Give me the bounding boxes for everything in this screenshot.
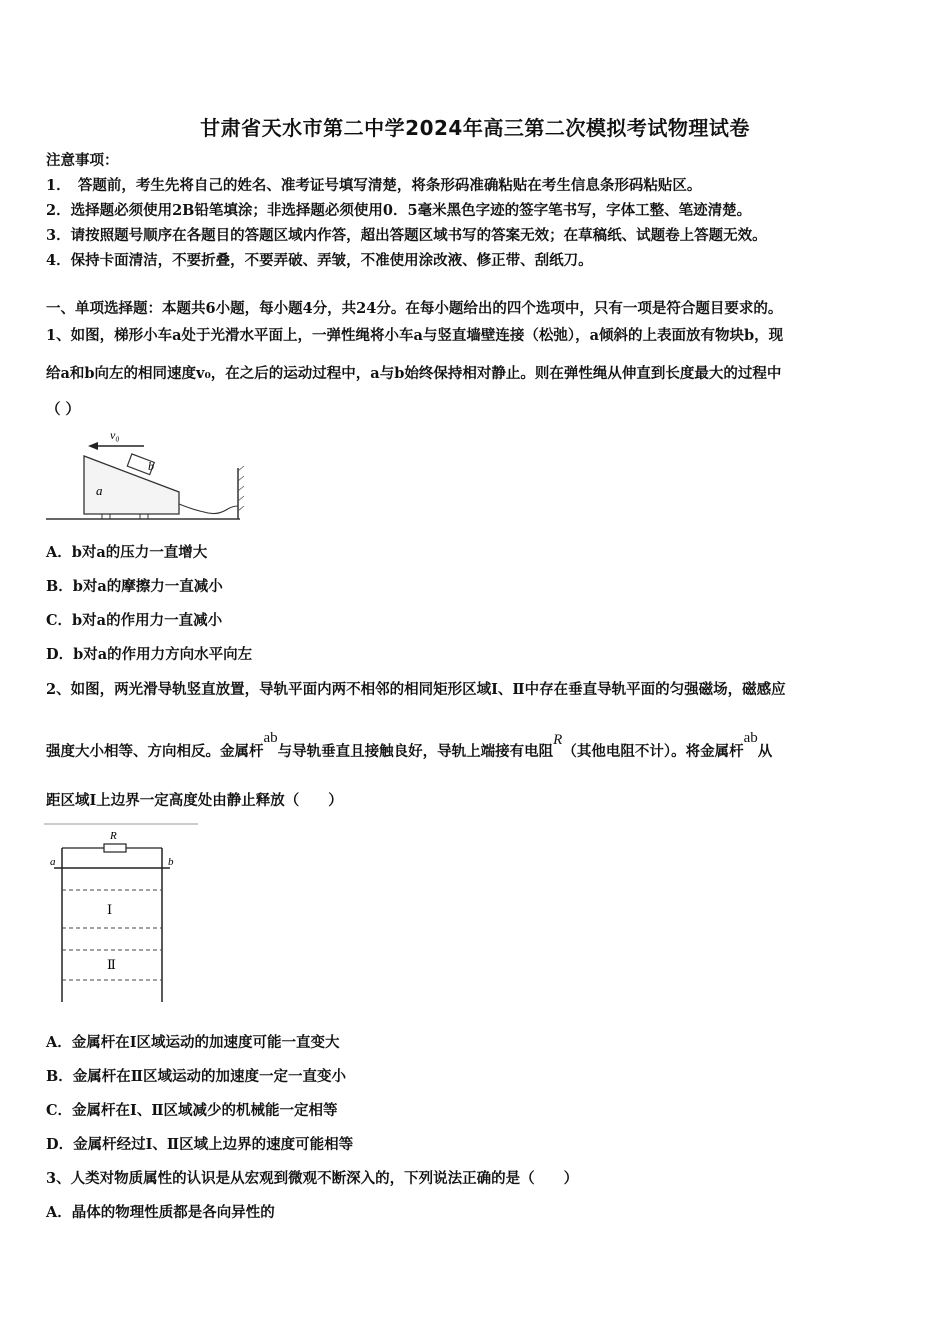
region-1-label: Ⅰ [107,902,113,917]
q1-stem-line2: 给a和b向左的相同速度v₀，在之后的运动过程中，a与b始终保持相对静止。则在弹性绳从伸直到长度最大的过程中 [46,365,782,382]
q2-option-a: A．金属杆在Ⅰ区域运动的加速度可能一直变大 [46,1034,340,1051]
wall-hatching [238,466,244,511]
q2-figure [44,820,204,1006]
q2-symbol-ab: ab [743,730,758,746]
elastic-rope [179,504,238,514]
notice-item-3: 3．请按照题号顺序在各题目的答题区域内作答，超出答题区域书写的答案无效；在草稿纸、试题卷上答题无效。 [46,227,767,244]
q1-option-b: B．b对a的摩擦力一直减小 [46,578,223,595]
rod-end-b: b [168,856,174,868]
q2-text-segment: 从 [757,743,773,760]
notice-heading: 注意事项： [46,152,119,169]
q2-symbol-r: R [553,732,563,748]
resistor-label: R [110,830,117,842]
resistor-icon [104,844,126,852]
q2-stem-line1: 2、如图，两光滑导轨竖直放置，导轨平面内两不相邻的相同矩形区域Ⅰ、Ⅱ中存在垂直导轨平面的匀强磁场，磁感应 [46,681,786,698]
velocity-label: v₀ [110,428,120,442]
q2-text-segment: 与导轨垂直且接触良好，导轨上端接有电阻 [277,743,554,760]
q1-option-a: A．b对a的压力一直增大 [46,544,208,561]
q2-text-segment: （其他电阻不计）。将金属杆 [562,743,744,760]
q2-option-b: B．金属杆在Ⅱ区域运动的加速度一定一直变小 [46,1068,346,1085]
q3-stem: 3、人类对物质属性的认识是从宏观到微观不断深入的，下列说法正确的是（ ） [46,1170,579,1187]
q2-stem-line2 [46,730,773,762]
q2-symbol-ab: ab [263,730,278,746]
cart-label: a [96,483,103,498]
q2-option-d: D．金属杆经过Ⅰ、Ⅱ区域上边界的速度可能相等 [46,1136,354,1153]
q1-option-d: D．b对a的作用力方向水平向左 [46,646,253,663]
notice-item-2: 2．选择题必须使用2B铅笔填涂；非选择题必须使用0．5毫米黑色字迹的签字笔书写，字体工整、笔迹清楚。 [46,202,752,219]
q3-option-a: A．晶体的物理性质都是各向异性的 [46,1204,275,1221]
notice-item-4: 4．保持卡面清洁，不要折叠，不要弄破、弄皱，不准使用涂改液、修正带、刮纸刀。 [46,252,593,269]
q2-stem-line3: 距区域Ⅰ上边界一定高度处由静止释放（ ） [46,792,343,809]
q1-stem-line1: 1、如图，梯形小车a处于光滑水平面上，一弹性绳将小车a与竖直墙壁连接（松弛），a倾斜的上表面放有物块b，现 [46,327,784,344]
block-label: b [148,459,154,473]
rod-end-a: a [50,856,56,868]
q1-stem-line3: （ ） [46,401,81,418]
region-2-label: Ⅱ [107,957,116,972]
velocity-arrow-icon [88,442,144,450]
q1-figure [44,426,249,524]
page-title: 甘肃省天水市第二中学2024年高三第二次模拟考试物理试卷 [200,116,750,140]
q1-option-c: C．b对a的作用力一直减小 [46,612,223,629]
notice-item-1: 1． 答题前，考生先将自己的姓名、准考证号填写清楚，将条形码准确粘贴在考生信息条形码粘贴区。 [46,177,702,194]
section-heading: 一、单项选择题：本题共6小题，每小题4分，共24分。在每小题给出的四个选项中，只有一项是符合题目要求的。 [46,300,783,317]
q2-option-c: C．金属杆在Ⅰ、Ⅱ区域减少的机械能一定相等 [46,1102,338,1119]
q2-text-segment: 强度大小相等、方向相反。金属杆 [46,743,264,760]
